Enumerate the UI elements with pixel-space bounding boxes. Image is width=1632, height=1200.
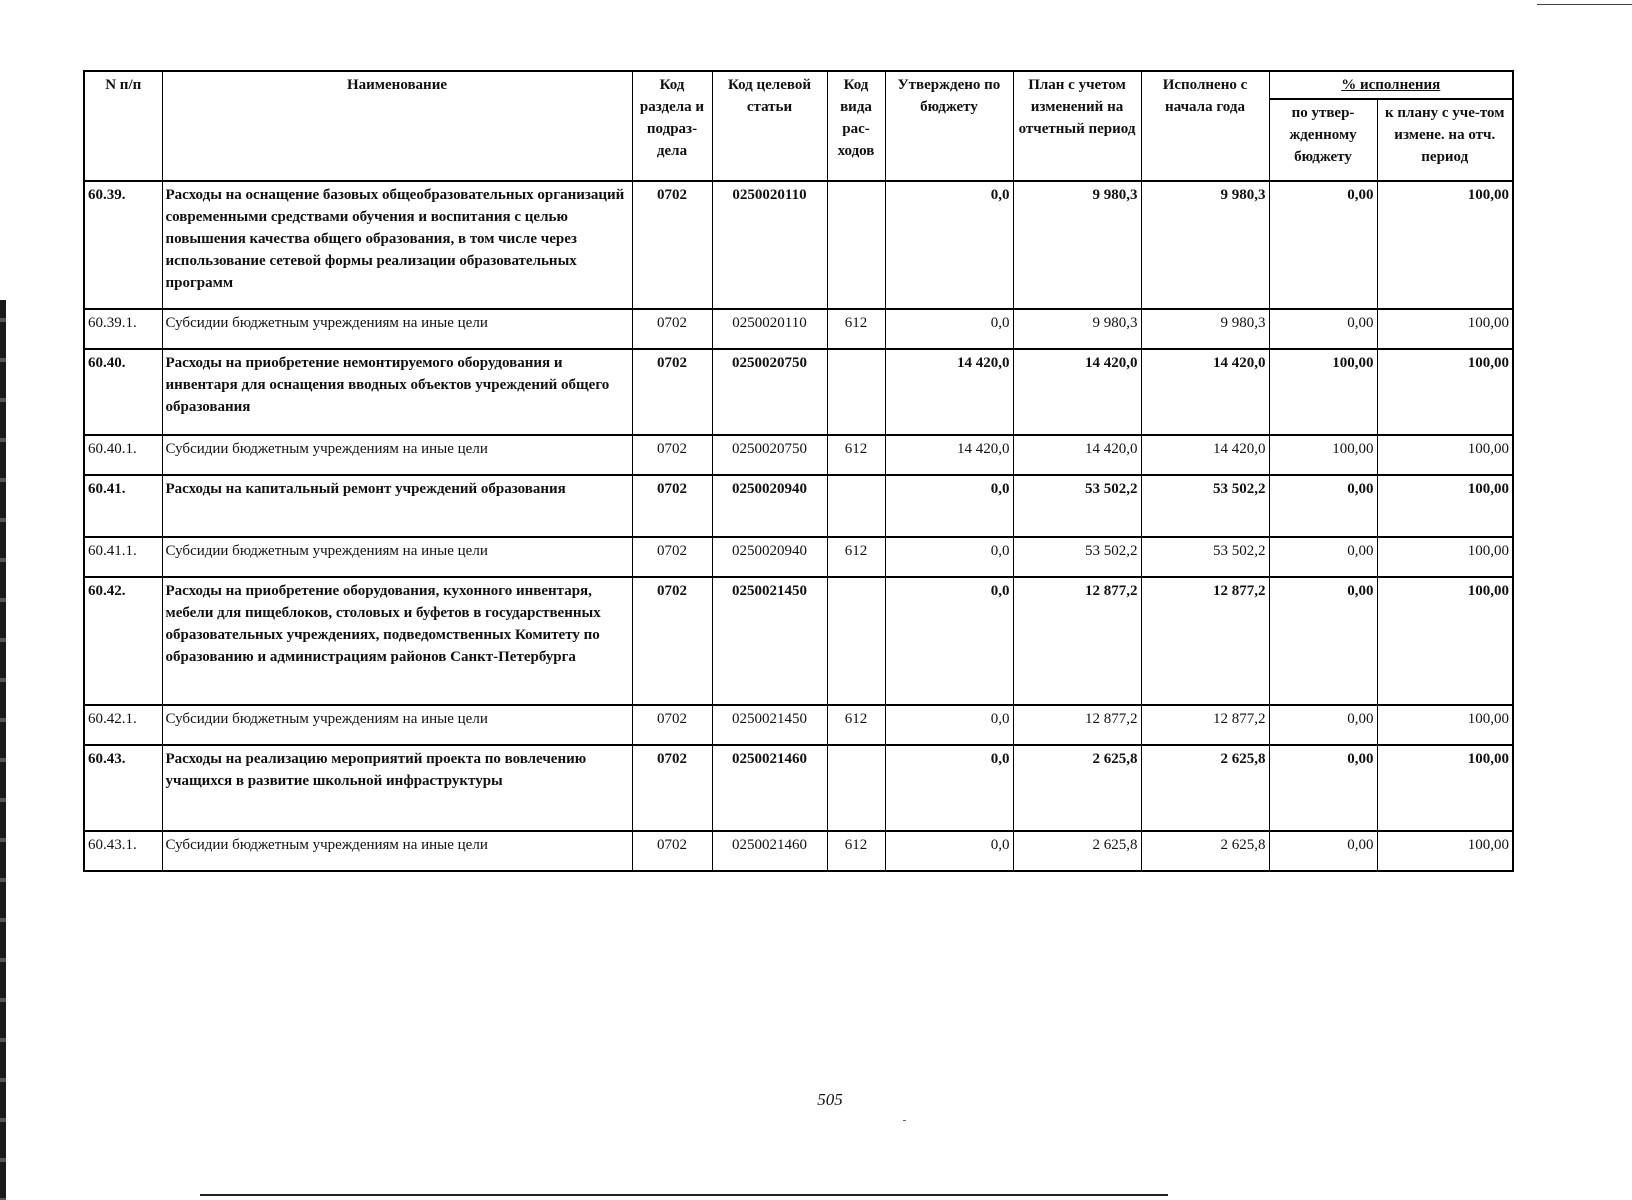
cell-plan: 2 625,8 [1013, 745, 1141, 831]
col-header-executed: Исполнено с начала года [1141, 71, 1269, 181]
cell-num: 60.39.1. [84, 309, 162, 349]
cell-name: Субсидии бюджетным учреждениям на иные цели [162, 435, 632, 475]
cell-pct-budget: 100,00 [1269, 349, 1377, 435]
cell-executed: 53 502,2 [1141, 475, 1269, 537]
cell-expense-code: 612 [827, 435, 885, 475]
cell-executed: 12 877,2 [1141, 705, 1269, 745]
cell-num: 60.42.1. [84, 705, 162, 745]
cell-executed: 14 420,0 [1141, 349, 1269, 435]
cell-section-code: 0702 [632, 831, 712, 871]
cell-target-code: 0250020750 [712, 349, 827, 435]
cell-plan: 53 502,2 [1013, 475, 1141, 537]
col-header-approved: Утверждено по бюджету [885, 71, 1013, 181]
cell-num: 60.43.1. [84, 831, 162, 871]
table-row [84, 435, 1513, 475]
cell-pct-plan: 100,00 [1377, 705, 1513, 745]
cell-target-code: 0250020940 [712, 537, 827, 577]
cell-approved: 0,0 [885, 537, 1013, 577]
cell-expense-code: 612 [827, 831, 885, 871]
cell-plan: 12 877,2 [1013, 577, 1141, 705]
col-header-name: Наименование [162, 71, 632, 181]
cell-num: 60.40. [84, 349, 162, 435]
cell-section-code: 0702 [632, 181, 712, 309]
cell-section-code: 0702 [632, 349, 712, 435]
col-header-section-code: Код раздела и подраз-дела [632, 71, 712, 181]
cell-expense-code: 612 [827, 705, 885, 745]
cell-plan: 14 420,0 [1013, 349, 1141, 435]
cell-pct-plan: 100,00 [1377, 181, 1513, 309]
cell-section-code: 0702 [632, 475, 712, 537]
cell-num: 60.39. [84, 181, 162, 309]
cell-target-code: 0250020110 [712, 309, 827, 349]
cell-name: Расходы на реализацию мероприятий проекта по вовлечению учащихся в развитие школьной инфраструктуры [162, 745, 632, 831]
top-rule [1537, 4, 1632, 5]
cell-section-code: 0702 [632, 435, 712, 475]
cell-plan: 9 980,3 [1013, 181, 1141, 309]
table-row [84, 309, 1513, 349]
cell-approved: 0,0 [885, 831, 1013, 871]
cell-approved: 0,0 [885, 577, 1013, 705]
cell-expense-code [827, 745, 885, 831]
cell-expense-code [827, 577, 885, 705]
cell-name: Расходы на капитальный ремонт учреждений образования [162, 475, 632, 537]
cell-pct-plan: 100,00 [1377, 309, 1513, 349]
table-row [84, 349, 1513, 435]
cell-expense-code [827, 475, 885, 537]
cell-name: Субсидии бюджетным учреждениям на иные цели [162, 537, 632, 577]
cell-approved: 0,0 [885, 181, 1013, 309]
cell-executed: 2 625,8 [1141, 831, 1269, 871]
cell-pct-budget: 0,00 [1269, 309, 1377, 349]
table-row [84, 181, 1513, 309]
cell-pct-budget: 0,00 [1269, 537, 1377, 577]
cell-expense-code [827, 181, 885, 309]
cell-num: 60.41.1. [84, 537, 162, 577]
col-header-pct-budget: по утвер-жденному бюджету [1269, 99, 1377, 181]
cell-num: 60.40.1. [84, 435, 162, 475]
cell-target-code: 0250021450 [712, 705, 827, 745]
cell-target-code: 0250020940 [712, 475, 827, 537]
cell-approved: 14 420,0 [885, 435, 1013, 475]
cell-num: 60.42. [84, 577, 162, 705]
table-row [84, 577, 1513, 705]
cell-target-code: 0250020110 [712, 181, 827, 309]
cell-section-code: 0702 [632, 309, 712, 349]
cell-name: Субсидии бюджетным учреждениям на иные цели [162, 309, 632, 349]
cell-pct-plan: 100,00 [1377, 831, 1513, 871]
cell-target-code: 0250021460 [712, 745, 827, 831]
col-header-target-code: Код целевой статьи [712, 71, 827, 181]
col-header-percent-group: % исполнения [1269, 71, 1513, 99]
cell-pct-budget: 0,00 [1269, 475, 1377, 537]
cell-plan: 2 625,8 [1013, 831, 1141, 871]
cell-target-code: 0250020750 [712, 435, 827, 475]
cell-plan: 14 420,0 [1013, 435, 1141, 475]
cell-section-code: 0702 [632, 745, 712, 831]
cell-num: 60.41. [84, 475, 162, 537]
cell-executed: 9 980,3 [1141, 309, 1269, 349]
page-number: 505 [817, 1090, 843, 1109]
cell-section-code: 0702 [632, 577, 712, 705]
cell-pct-plan: 100,00 [1377, 475, 1513, 537]
cell-pct-budget: 0,00 [1269, 745, 1377, 831]
cell-expense-code: 612 [827, 537, 885, 577]
bottom-rule [200, 1194, 1168, 1196]
cell-plan: 53 502,2 [1013, 537, 1141, 577]
cell-section-code: 0702 [632, 537, 712, 577]
cell-pct-plan: 100,00 [1377, 537, 1513, 577]
cell-expense-code [827, 349, 885, 435]
cell-plan: 9 980,3 [1013, 309, 1141, 349]
cell-approved: 0,0 [885, 309, 1013, 349]
col-header-pct-plan: к плану с уче-том измене. на отч. период [1377, 99, 1513, 181]
cell-pct-plan: 100,00 [1377, 745, 1513, 831]
cell-target-code: 0250021450 [712, 577, 827, 705]
cell-pct-budget: 0,00 [1269, 181, 1377, 309]
cell-pct-budget: 100,00 [1269, 435, 1377, 475]
cell-name: Расходы на оснащение базовых общеобразовательных организаций современными средствами обучения и воспитания с целью повышения качества общего образования, в том числе через использование сетевой формы реализации образовательных программ [162, 181, 632, 309]
scan-edge-shadow [0, 300, 6, 1200]
cell-approved: 0,0 [885, 705, 1013, 745]
col-header-expense-code: Код вида рас-ходов [827, 71, 885, 181]
cell-plan: 12 877,2 [1013, 705, 1141, 745]
cell-pct-budget: 0,00 [1269, 705, 1377, 745]
cell-target-code: 0250021460 [712, 831, 827, 871]
budget-table [83, 70, 1514, 872]
col-header-plan: План с учетом изменений на отчетный период [1013, 71, 1141, 181]
cell-executed: 12 877,2 [1141, 577, 1269, 705]
cell-approved: 0,0 [885, 475, 1013, 537]
cell-pct-budget: 0,00 [1269, 831, 1377, 871]
scan-speck [903, 1120, 906, 1121]
cell-expense-code: 612 [827, 309, 885, 349]
cell-executed: 14 420,0 [1141, 435, 1269, 475]
cell-name: Субсидии бюджетным учреждениям на иные цели [162, 831, 632, 871]
header-row-1 [84, 71, 1513, 99]
cell-executed: 53 502,2 [1141, 537, 1269, 577]
table-row [84, 537, 1513, 577]
cell-num: 60.43. [84, 745, 162, 831]
cell-pct-plan: 100,00 [1377, 577, 1513, 705]
cell-name: Расходы на приобретение оборудования, кухонного инвентаря, мебели для пищеблоков, столовых и буфетов в государственных образовательных учреждениях, подведомственных Комитету по образованию и администрациям районов Санкт-Петербурга [162, 577, 632, 705]
cell-pct-plan: 100,00 [1377, 435, 1513, 475]
col-header-num: N п/п [84, 71, 162, 181]
table-row [84, 705, 1513, 745]
table-row [84, 831, 1513, 871]
cell-name: Субсидии бюджетным учреждениям на иные цели [162, 705, 632, 745]
cell-executed: 2 625,8 [1141, 745, 1269, 831]
cell-executed: 9 980,3 [1141, 181, 1269, 309]
table-row [84, 745, 1513, 831]
cell-pct-budget: 0,00 [1269, 577, 1377, 705]
cell-approved: 14 420,0 [885, 349, 1013, 435]
cell-section-code: 0702 [632, 705, 712, 745]
table-row [84, 475, 1513, 537]
cell-name: Расходы на приобретение немонтируемого оборудования и инвентаря для оснащения вводных объектов учреждений общего образования [162, 349, 632, 435]
cell-approved: 0,0 [885, 745, 1013, 831]
cell-pct-plan: 100,00 [1377, 349, 1513, 435]
